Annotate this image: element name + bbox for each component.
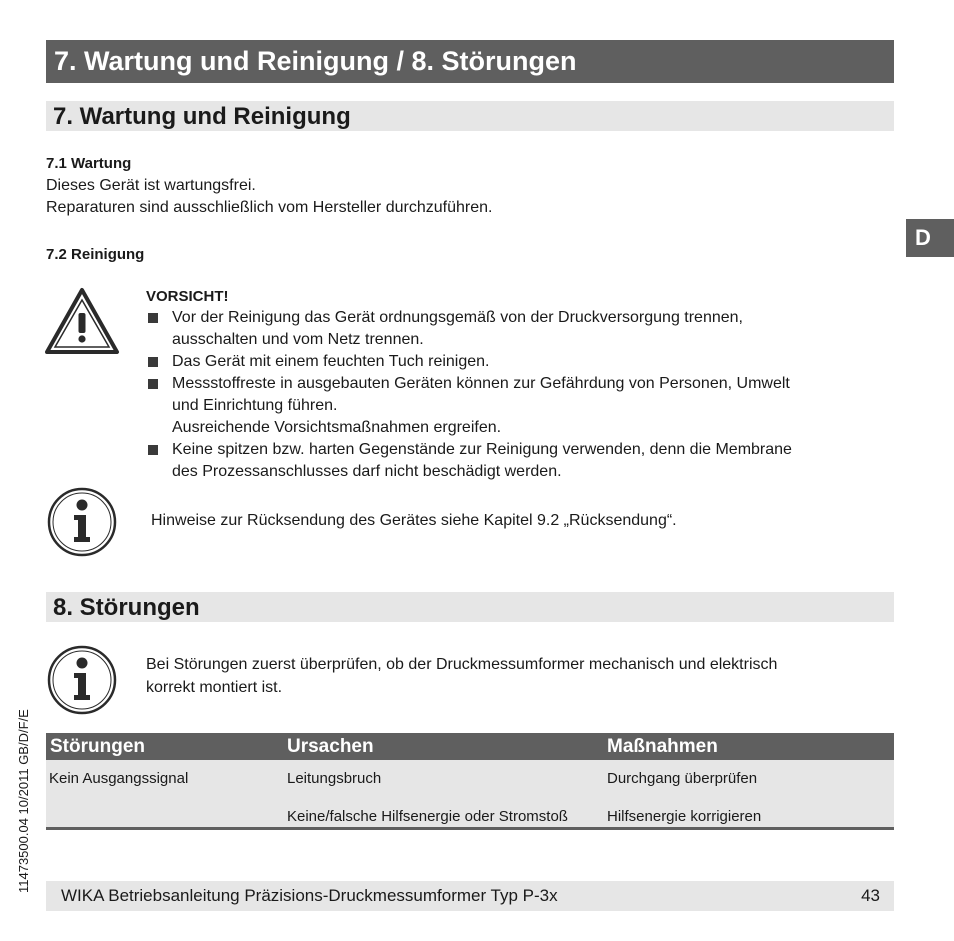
- list-item-text: Vor der Reinigung das Gerät ordnungsgemäß von der Druckversorgung trennen,: [172, 309, 743, 326]
- warning-triangle-icon: [44, 287, 120, 355]
- document-code: 11473500.04 10/2011 GB/D/F/E: [16, 709, 31, 893]
- bullet-square-icon: [148, 445, 158, 455]
- list-item-text: Messstoffreste in ausgebauten Geräten können zur Gefährdung von Personen, Umwelt: [172, 375, 790, 392]
- list-item: [146, 439, 896, 483]
- table-header-row: [46, 733, 894, 760]
- list-item-text: Keine spitzen bzw. harten Gegenstände zur Reinigung verwenden, denn die Membrane: [172, 441, 792, 458]
- table-cell: Kein Ausgangssignal: [49, 770, 189, 787]
- list-item-text: Das Gerät mit einem feuchten Tuch reinigen.: [172, 353, 490, 370]
- info-icon: [46, 486, 118, 558]
- subsection-7-2-heading: 7.2 Reinigung: [46, 246, 145, 263]
- list-item-text: ausschalten und vom Netz trennen.: [172, 331, 424, 348]
- bullet-square-icon: [148, 313, 158, 323]
- section-8-heading: 8. Störungen: [46, 592, 894, 622]
- table-header-cell: Störungen: [50, 736, 145, 757]
- table-cell: Keine/falsche Hilfsenergie oder Stromstoß: [287, 808, 568, 825]
- paragraph-line: Reparaturen sind ausschließlich vom Hersteller durchzuführen.: [46, 199, 493, 216]
- table-header-cell: Ursachen: [287, 736, 374, 757]
- info-note: Hinweise zur Rücksendung des Gerätes siehe Kapitel 9.2 „Rücksendung“.: [151, 512, 677, 529]
- language-tab: D: [906, 219, 954, 257]
- paragraph-line: korrekt montiert ist.: [146, 679, 283, 696]
- list-item-text: Ausreichende Vorsichtsmaßnahmen ergreifen.: [172, 419, 502, 436]
- list-item: [146, 307, 896, 351]
- page-number: 43: [861, 886, 880, 905]
- section-7-heading: 7. Wartung und Reinigung: [46, 101, 894, 131]
- caution-block: [146, 287, 896, 483]
- bullet-square-icon: [148, 357, 158, 367]
- fault-table: [46, 733, 894, 830]
- list-item-text: des Prozessanschlusses darf nicht beschädigt werden.: [172, 463, 562, 480]
- subsection-7-1-heading: 7.1 Wartung: [46, 155, 132, 172]
- footer-text: WIKA Betriebsanleitung Präzisions-Druckmessumformer Typ P-3x: [61, 886, 558, 905]
- bullet-square-icon: [148, 379, 158, 389]
- list-item: [146, 351, 896, 373]
- paragraph-line: Dieses Gerät ist wartungsfrei.: [46, 177, 256, 194]
- list-item: [146, 373, 896, 439]
- table-cell: Durchgang überprüfen: [607, 770, 758, 787]
- page-title: 7. Wartung und Reinigung / 8. Störungen: [46, 40, 894, 83]
- table-cell: Leitungsbruch: [287, 770, 382, 787]
- list-item-text: und Einrichtung führen.: [172, 397, 338, 414]
- paragraph-line: Bei Störungen zuerst überprüfen, ob der Druckmessumformer mechanisch und elektrisch: [146, 656, 778, 673]
- table-cell: Hilfsenergie korrigieren: [607, 808, 762, 825]
- caution-label: VORSICHT!: [146, 288, 229, 305]
- info-icon: [46, 644, 118, 716]
- table-body: [46, 760, 894, 830]
- page-footer: [46, 881, 894, 911]
- table-header-cell: Maßnahmen: [607, 736, 718, 757]
